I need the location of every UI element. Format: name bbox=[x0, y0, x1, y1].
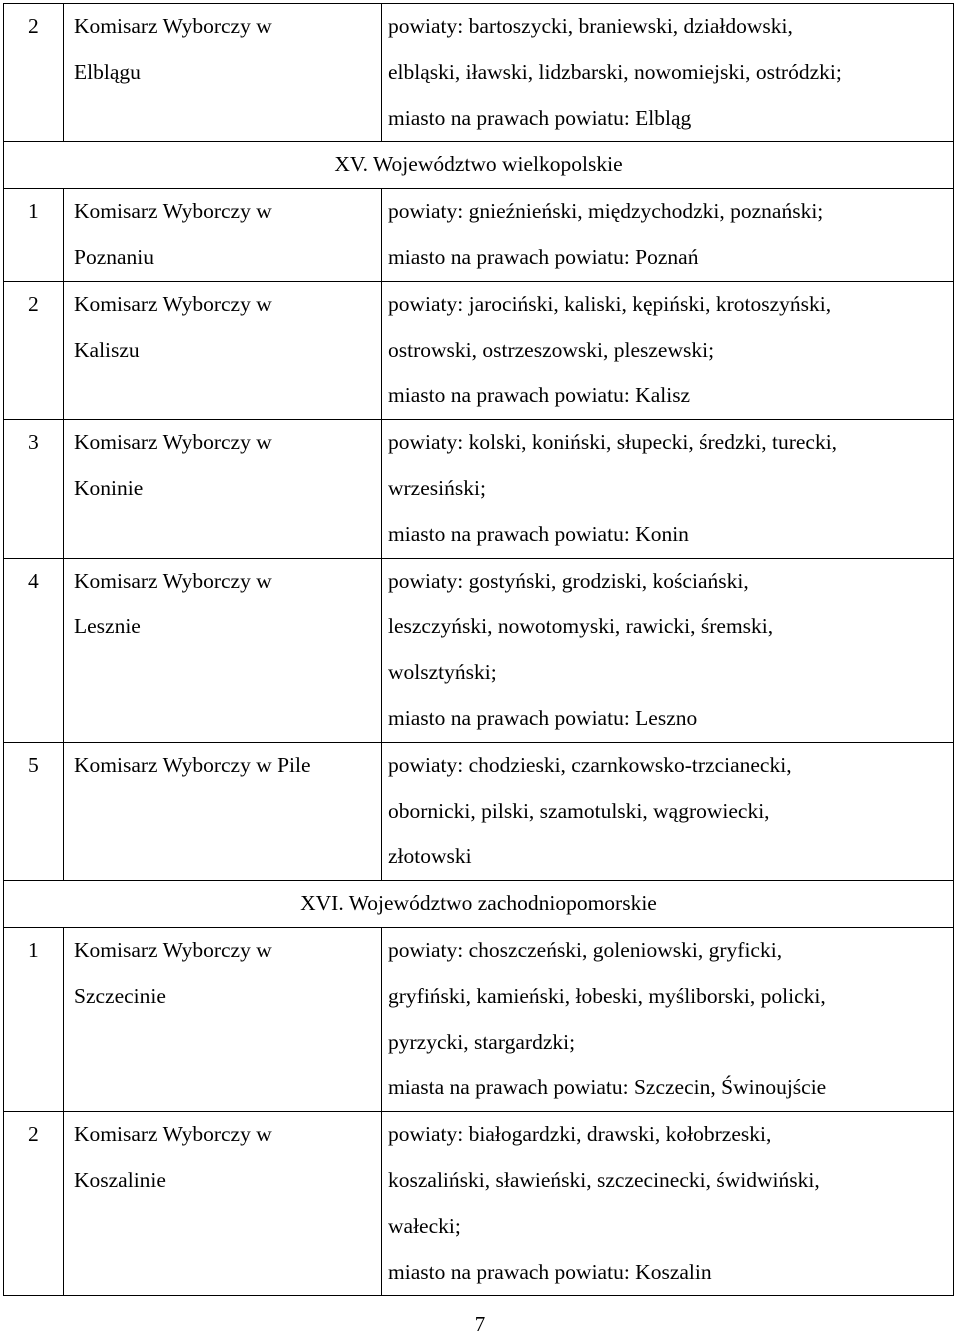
commissioner-name-line: Komisarz Wyborczy w bbox=[74, 937, 272, 962]
jurisdiction-area bbox=[382, 420, 954, 558]
jurisdiction-line: złotowski bbox=[388, 844, 472, 869]
commissioner-name-line: Poznaniu bbox=[74, 244, 155, 269]
table-row bbox=[4, 742, 954, 880]
jurisdiction-line: miasto na prawach powiatu: Poznań bbox=[388, 244, 699, 269]
jurisdiction-area bbox=[382, 558, 954, 742]
commissioner-name-line: Kaliszu bbox=[74, 337, 140, 362]
jurisdiction-line: obornicki, pilski, szamotulski, wągrowiecki, bbox=[388, 798, 770, 823]
jurisdiction-line: miasto na prawach powiatu: Leszno bbox=[388, 705, 698, 730]
voivodeship-header: XV. Województwo wielkopolskie bbox=[4, 142, 954, 189]
table-row bbox=[4, 558, 954, 742]
commissioner-name bbox=[64, 281, 382, 419]
table-row bbox=[4, 1112, 954, 1296]
jurisdiction-area bbox=[382, 4, 954, 142]
jurisdiction-line: miasto na prawach powiatu: Elbląg bbox=[388, 105, 692, 130]
commissioner-name bbox=[64, 420, 382, 558]
commissioner-name-line: Koninie bbox=[74, 475, 144, 500]
jurisdiction-line: powiaty: chodzieski, czarnkowsko-trzcianecki, bbox=[388, 752, 792, 777]
jurisdiction-area bbox=[382, 742, 954, 880]
commissioner-name-line: Lesznie bbox=[74, 614, 141, 639]
jurisdiction-line: wrzesiński; bbox=[388, 475, 486, 500]
jurisdiction-line: miasto na prawach powiatu: Koszalin bbox=[388, 1259, 712, 1284]
voivodeship-header-row bbox=[4, 142, 954, 189]
jurisdiction-line: pyrzycki, stargardzki; bbox=[388, 1029, 576, 1054]
table-row bbox=[4, 189, 954, 282]
jurisdiction-area bbox=[382, 189, 954, 282]
commissioner-name bbox=[64, 742, 382, 880]
jurisdiction-line: ostrowski, ostrzeszowski, pleszewski; bbox=[388, 337, 715, 362]
row-number: 4 bbox=[4, 558, 64, 742]
commissioner-name bbox=[64, 189, 382, 282]
jurisdiction-line: powiaty: gostyński, grodziski, kościański, bbox=[388, 568, 749, 593]
jurisdiction-area bbox=[382, 1112, 954, 1296]
row-number: 2 bbox=[4, 1112, 64, 1296]
voivodeship-header-row bbox=[4, 881, 954, 928]
row-number: 2 bbox=[4, 4, 64, 142]
commissioner-name-line: Komisarz Wyborczy w bbox=[74, 430, 272, 455]
commissioners-table bbox=[3, 3, 954, 1296]
jurisdiction-line: leszczyński, nowotomyski, rawicki, śremski, bbox=[388, 614, 774, 639]
voivodeship-header: XVI. Województwo zachodniopomorskie bbox=[4, 881, 954, 928]
jurisdiction-line: powiaty: bartoszycki, braniewski, działdowski, bbox=[388, 14, 793, 38]
jurisdiction-line: koszaliński, sławieński, szczecinecki, świdwiński, bbox=[388, 1167, 820, 1192]
commissioner-name bbox=[64, 927, 382, 1111]
table-row bbox=[4, 927, 954, 1111]
commissioner-name-line: Elblągu bbox=[74, 59, 141, 84]
table-row bbox=[4, 281, 954, 419]
commissioner-name-line: Koszalinie bbox=[74, 1167, 166, 1192]
commissioner-name-line: Komisarz Wyborczy w bbox=[74, 199, 272, 224]
commissioner-name-line: Komisarz Wyborczy w Pile bbox=[74, 752, 311, 777]
jurisdiction-line: miasta na prawach powiatu: Szczecin, Świnoujście bbox=[388, 1075, 827, 1100]
jurisdiction-line: elbląski, iławski, lidzbarski, nowomiejski, ostródzki; bbox=[388, 59, 842, 84]
jurisdiction-line: powiaty: kolski, koniński, słupecki, średzki, turecki, bbox=[388, 430, 838, 455]
commissioner-name bbox=[64, 1112, 382, 1296]
jurisdiction-line: powiaty: białogardzki, drawski, kołobrzeski, bbox=[388, 1122, 772, 1147]
commissioner-name bbox=[64, 4, 382, 142]
row-number: 2 bbox=[4, 281, 64, 419]
row-number: 1 bbox=[4, 189, 64, 282]
table-row bbox=[4, 4, 954, 142]
jurisdiction-line: wolsztyński; bbox=[388, 660, 497, 685]
commissioner-name-line: Komisarz Wyborczy w bbox=[74, 1122, 272, 1147]
page-number: 7 bbox=[474, 1312, 486, 1336]
row-number: 1 bbox=[4, 927, 64, 1111]
row-number: 5 bbox=[4, 742, 64, 880]
jurisdiction-area bbox=[382, 927, 954, 1111]
jurisdiction-line: powiaty: gnieźnieński, międzychodzki, poznański; bbox=[388, 199, 824, 224]
commissioner-name-line: Komisarz Wyborczy w bbox=[74, 14, 272, 38]
jurisdiction-line: wałecki; bbox=[388, 1213, 461, 1238]
commissioner-name-line: Szczecinie bbox=[74, 983, 166, 1008]
jurisdiction-line: miasto na prawach powiatu: Kalisz bbox=[388, 383, 691, 408]
jurisdiction-line: powiaty: choszczeński, goleniowski, gryficki, bbox=[388, 937, 783, 962]
jurisdiction-area bbox=[382, 281, 954, 419]
jurisdiction-line: gryfiński, kamieński, łobeski, myśliborski, policki, bbox=[388, 983, 826, 1008]
jurisdiction-line: miasto na prawach powiatu: Konin bbox=[388, 521, 689, 546]
commissioner-name-line: Komisarz Wyborczy w bbox=[74, 291, 272, 316]
commissioner-name bbox=[64, 558, 382, 742]
row-number: 3 bbox=[4, 420, 64, 558]
jurisdiction-line: powiaty: jarociński, kaliski, kępiński, krotoszyński, bbox=[388, 291, 832, 316]
table-body bbox=[4, 4, 954, 1296]
table-row bbox=[4, 420, 954, 558]
commissioner-name-line: Komisarz Wyborczy w bbox=[74, 568, 272, 593]
